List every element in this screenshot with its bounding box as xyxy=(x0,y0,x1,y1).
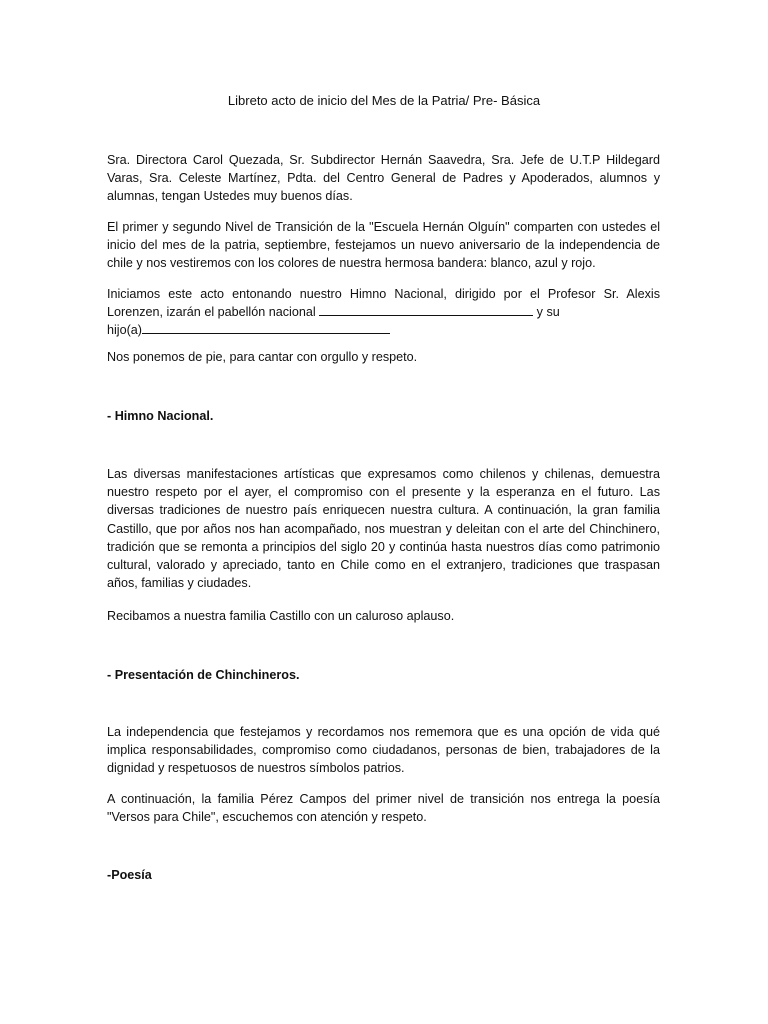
anthem-text-part2: y su xyxy=(536,305,560,320)
poem-heading-block xyxy=(107,866,660,884)
anthem-text-part1: Iniciamos este acto entonando nuestro Himno Nacional, dirigido por el Profesor Sr. Alexis Lorenzen, izarán el pabellón nacional xyxy=(107,287,660,320)
fill-in-blank-child xyxy=(142,321,390,334)
poem-intro-text: A continuación, la familia Pérez Campos del primer nivel de transición nos entrega la poesía "Versos para Chile", escuchemos con atención y respeto. xyxy=(107,792,660,825)
culture-text: Las diversas manifestaciones artísticas que expresamos como chilenos y chilenas, demuestra nuestro respeto por el ayer, el compromiso con el presente y la esperanza en el futuro. Las diversas tradiciones de nuestro país enriquecen nuestra cultura. A continuación, la gran familia Castillo, que por años nos han acompañado, nos muestran y deleitan con el arte del Chinchinero, tradición que se remonta a principios del siglo 20 y continúa hasta nuestros días como patrimonio cultural, valorado y apreciado, tanto en Chile como en el extranjero, tradiciones que traspasan años, familias y ciudades. xyxy=(107,467,660,591)
document-title: Libreto acto de inicio del Mes de la Patria/ Pre- Básica xyxy=(227,93,541,108)
welcome-castillo-text: Recibamos a nuestra familia Castillo con un caluroso aplauso. xyxy=(107,609,455,623)
stand-paragraph xyxy=(107,348,660,366)
poem-intro-paragraph xyxy=(107,790,660,826)
fill-in-blank-name xyxy=(319,303,533,316)
chinchineros-heading: - Presentación de Chinchineros. xyxy=(107,668,300,682)
chinchineros-heading-block xyxy=(107,666,660,684)
welcome-castillo-paragraph xyxy=(107,607,660,625)
greeting-paragraph xyxy=(107,151,660,206)
anthem-heading-block xyxy=(107,407,660,425)
intro-text: El primer y segundo Nivel de Transición de la "Escuela Hernán Olguín" comparten con ustedes el inicio del mes de la patria, septiembre, festejamos un nuevo aniversario de la independencia de chile y nos vestiremos con los colores de nuestra hermosa bandera: blanco, azul y rojo. xyxy=(107,220,660,271)
greeting-text: Sra. Directora Carol Quezada, Sr. Subdirector Hernán Saavedra, Sra. Jefe de U.T.P Hildegard Varas, Sra. Celeste Martínez, Pdta. del Centro General de Padres y Apoderados, alumnos y alumnas, tengan Ustedes muy buenos días. xyxy=(107,153,660,204)
stand-text: Nos ponemos de pie, para cantar con orgullo y respeto. xyxy=(107,350,418,364)
anthem-paragraph xyxy=(107,285,660,340)
independence-text: La independencia que festejamos y recordamos nos rememora que es una opción de vida qué implica responsabilidades, compromiso como ciudadanos, personas de bien, trabajadores de la dignidad y respetuosos de nuestros símbolos patrios. xyxy=(107,725,660,776)
intro-paragraph xyxy=(107,218,660,273)
anthem-heading: - Himno Nacional. xyxy=(107,409,214,423)
independence-paragraph xyxy=(107,723,660,778)
anthem-text-part3: hijo(a) xyxy=(107,323,142,338)
culture-paragraph xyxy=(107,465,660,592)
anthem-text xyxy=(107,285,660,340)
poem-heading: -Poesía xyxy=(107,868,152,882)
